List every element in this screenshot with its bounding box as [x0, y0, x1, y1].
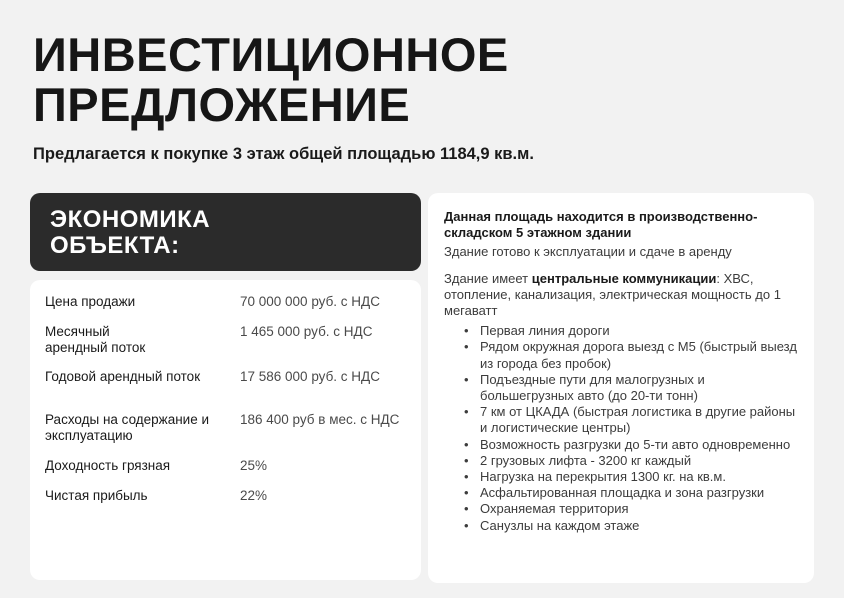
list-item: • 7 км от ЦКАДА (быстрая логистика в другие районы и логистические центры): [464, 404, 800, 436]
list-item: • Охраняемая территория: [464, 501, 800, 517]
info-comm-bold: центральные коммуникации: [531, 270, 717, 286]
economics-value: 17 586 000 руб. с НДС: [240, 369, 380, 384]
economics-value: 1 465 000 руб. с НДС: [240, 324, 373, 339]
feature-list: [444, 323, 800, 534]
economics-label: Расходы на содержание и эксплуатацию: [45, 412, 210, 443]
economics-value: 25%: [240, 458, 268, 473]
list-item: • Асфальтированная площадка и зона разгрузки: [464, 485, 800, 501]
economics-label: Месячный арендный поток: [45, 324, 146, 355]
page-title: [33, 30, 509, 130]
subtitle: Предлагается к покупке 3 этаж общей площадью 1184,9 кв.м.: [33, 145, 534, 163]
economics-label: Цена продажи: [45, 294, 136, 309]
economics-header-line1: ЭКОНОМИКА: [50, 206, 211, 233]
economics-label: Доходность грязная: [45, 458, 171, 473]
economics-header: [30, 193, 421, 271]
info-card: [428, 193, 814, 583]
list-item: • Подъездные пути для малогрузных и большегрузных авто (до 20-ти тонн): [464, 372, 800, 404]
economics-card: [30, 280, 421, 580]
economics-label: Чистая прибыль: [45, 488, 148, 503]
economics-value: 186 400 руб в мес. с НДС: [240, 412, 400, 427]
list-item: • 2 грузовых лифта - 3200 кг каждый: [464, 453, 800, 469]
page-title-line2: ПРЕДЛОЖЕНИЕ: [33, 78, 411, 131]
list-item: • Нагрузка на перекрытия 1300 кг. на кв.м.: [464, 469, 800, 485]
page-title-line1: ИНВЕСТИЦИОННОЕ: [33, 28, 509, 81]
info-comm-prefix: Здание имеет: [444, 270, 532, 286]
list-item: • Первая линия дороги: [464, 323, 800, 339]
economics-header-line2: ОБЪЕКТА:: [50, 232, 180, 259]
info-lead: Данная площадь находится в производственно-складском 5 этажном здании: [444, 209, 758, 241]
economics-label: Годовой арендный поток: [45, 369, 201, 384]
info-comm-suffix: : ХВС, отопление, канализация, электрическая мощность до 1 мегаватт: [444, 270, 781, 319]
info-communications: [444, 271, 800, 320]
economics-value: 70 000 000 руб. с НДС: [240, 294, 380, 309]
list-item: • Санузлы на каждом этаже: [464, 518, 800, 534]
economics-value: 22%: [240, 488, 268, 503]
info-ready: Здание готово к эксплуатации и сдаче в аренду: [444, 244, 732, 260]
list-item: • Рядом окружная дорога выезд с М5 (быстрый выезд из города без пробок): [464, 339, 800, 371]
list-item: • Возможность разгрузки до 5-ти авто одновременно: [464, 437, 800, 453]
